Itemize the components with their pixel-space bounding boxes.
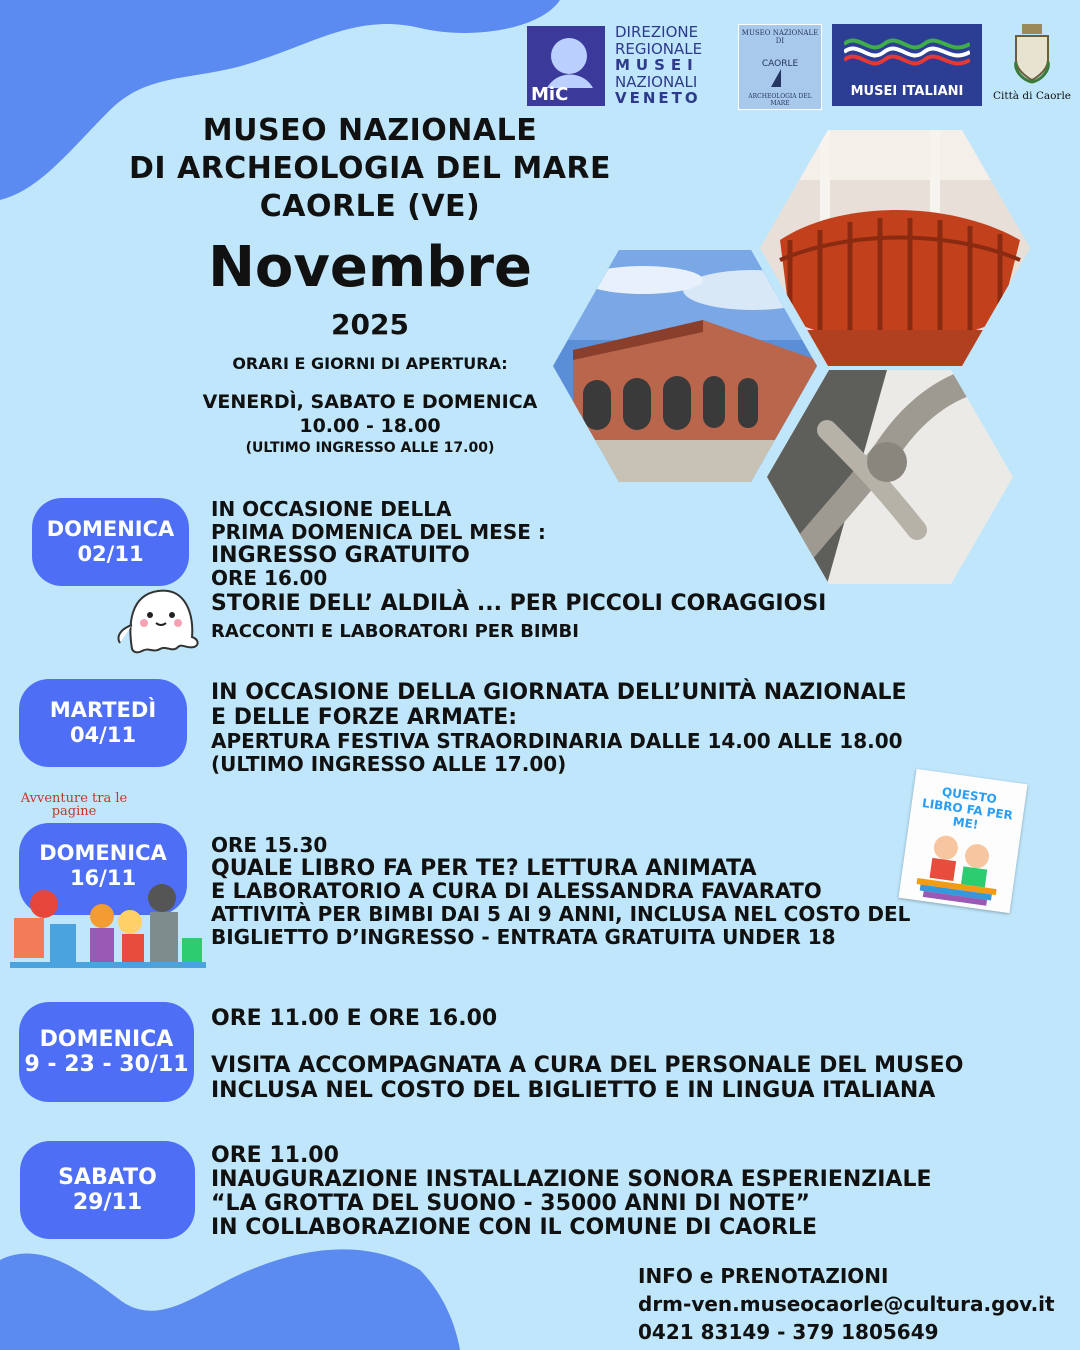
event-3-line-4: ATTIVITÀ PER BIMBI DAI 5 AI 9 ANNI, INCLUSA NEL COSTO DEL [211, 902, 911, 926]
book-cover-illustration [898, 769, 1027, 913]
background-blob-bottom-left [0, 1230, 460, 1350]
musei-italiani-label: MUSEI ITALIANI [850, 84, 964, 99]
event-2-line-1: IN OCCASIONE DELLA GIORNATA DELL’UNITÀ NAZIONALE [211, 680, 907, 705]
museo-logo-mid: CAORLE [761, 59, 799, 69]
event-2-date: 04/11 [69, 723, 137, 747]
event-4-date: 9 - 23 - 30/11 [24, 1052, 189, 1077]
month-heading: Novembre [208, 235, 532, 300]
title-line-1: MUSEO NAZIONALE [202, 113, 538, 148]
event-date-pill-5 [20, 1141, 195, 1239]
event-3-description [211, 834, 910, 949]
museo-logo [738, 24, 822, 110]
wave-emblem-icon [844, 32, 970, 72]
event-4-line-1: ORE 11.00 E ORE 16.00 [211, 1006, 498, 1031]
avventure-logo-text: Avventure tra le pagine [20, 791, 128, 819]
event-date-pill-1 [32, 498, 189, 586]
avventure-logo [14, 792, 134, 818]
event-4-line-3: INCLUSA NEL COSTO DEL BIGLIETTO E IN LINGUA ITALIANA [211, 1078, 936, 1103]
book-children-icon [909, 826, 1010, 908]
museo-logo-top: MUSEO NAZIONALE DI [741, 29, 819, 45]
children-reading-illustration [10, 878, 206, 970]
hours-block [160, 390, 580, 438]
event-5-date: 29/11 [72, 1190, 143, 1215]
title-line-2: DI ARCHEOLOGIA DEL MARE [128, 151, 612, 186]
hours-days: VENERDÌ, SABATO E DOMENICA [202, 391, 538, 413]
event-1-line-5: STORIE DELL’ ALDILÀ ... PER PICCOLI CORAGGIOSI [211, 591, 827, 616]
event-2-line-3: APERTURA FESTIVA STRAORDINARIA DALLE 14.00 ALLE 18.00 [211, 729, 903, 753]
event-5-line-2: INAUGURAZIONE INSTALLAZIONE SONORA ESPERIENZIALE [211, 1167, 932, 1192]
event-3-date: 16/11 [69, 866, 137, 890]
event-date-pill-4 [19, 1002, 194, 1102]
event-4-day: DOMENICA [39, 1027, 174, 1052]
museo-logo-bottom: ARCHEOLOGIA DEL MARE [748, 93, 812, 107]
event-1-line-6: RACCONTI E LABORATORI PER BIMBI [211, 621, 579, 642]
hours-note: (ULTIMO INGRESSO ALLE 17.00) [245, 440, 495, 456]
event-3-day: DOMENICA [39, 841, 167, 865]
musei-italiani-logo [832, 24, 982, 106]
event-5-line-1: ORE 11.00 [211, 1143, 339, 1168]
ghost-icon [112, 585, 202, 655]
event-3-line-3: E LABORATORIO A CURA DI ALESSANDRA FAVARATO [211, 879, 822, 903]
mic-logo [527, 23, 722, 107]
event-5-line-3: “LA GROTTA DEL SUONO - 35000 ANNI DI NOTE” [211, 1191, 810, 1216]
sail-icon [769, 69, 793, 89]
event-1-day: DOMENICA [46, 517, 175, 541]
mic-line5: VENETO [615, 89, 701, 107]
event-4-line-2: VISITA ACCOMPAGNATA A CURA DEL PERSONALE DEL MUSEO [211, 1053, 964, 1078]
coat-of-arms-icon [1012, 24, 1052, 84]
event-2-description [211, 680, 907, 776]
event-3-line-2: QUALE LIBRO FA PER TE? LETTURA ANIMATA [211, 856, 757, 881]
event-1-date: 02/11 [77, 542, 144, 566]
event-2-day: MARTEDÌ [49, 698, 157, 722]
event-1-line-2: PRIMA DOMENICA DEL MESE : [211, 520, 546, 544]
citta-caorle-logo [990, 24, 1074, 108]
event-1-line-4: ORE 16.00 [211, 566, 328, 590]
event-2-line-4: (ULTIMO INGRESSO ALLE 17.00) [211, 752, 567, 776]
mic-mark: MiC [531, 84, 569, 105]
event-3-line-1: ORE 15.30 [211, 833, 328, 857]
event-1-description [211, 498, 826, 646]
book-cover-title: QUESTO LIBRO FA PER ME! [921, 784, 1014, 832]
info-block [638, 1262, 1055, 1346]
event-2-line-2: E DELLE FORZE ARMATE: [211, 705, 518, 730]
info-title: INFO e PRENOTAZIONI [638, 1264, 889, 1288]
mic-line4: NAZIONALI [615, 72, 698, 91]
mic-line3: MUSEI [615, 56, 699, 74]
year-heading: 2025 [331, 308, 409, 341]
event-4-description [211, 1006, 963, 1103]
event-5-line-4: IN COLLABORAZIONE CON IL COMUNE DI CAORLE [211, 1215, 817, 1240]
hours-label: ORARI E GIORNI DI APERTURA: [232, 354, 508, 373]
event-5-description [211, 1144, 932, 1240]
mic-line2: REGIONALE [615, 39, 703, 58]
event-5-day: SABATO [58, 1165, 157, 1190]
ship-reconstruction-photo [760, 130, 1030, 366]
event-3-line-5: BIGLIETTO D’INGRESSO - ENTRATA GRATUITA UNDER 18 [211, 925, 836, 949]
event-1-line-1: IN OCCASIONE DELLA [211, 497, 452, 521]
mic-line1: DIREZIONE [615, 23, 699, 41]
citta-caorle-label: Città di Caorle [992, 90, 1072, 102]
info-email[interactable]: drm-ven.museocaorle@cultura.gov.it [638, 1292, 1055, 1316]
title-line-3: CAORLE (VE) [259, 189, 481, 224]
event-1-line-3: INGRESSO GRATUITO [211, 543, 470, 568]
event-date-pill-2 [19, 679, 187, 767]
hours-time: 10.00 - 18.00 [299, 415, 441, 437]
museum-title [100, 112, 640, 226]
info-phone[interactable]: 0421 83149 - 379 1805649 [638, 1320, 939, 1344]
